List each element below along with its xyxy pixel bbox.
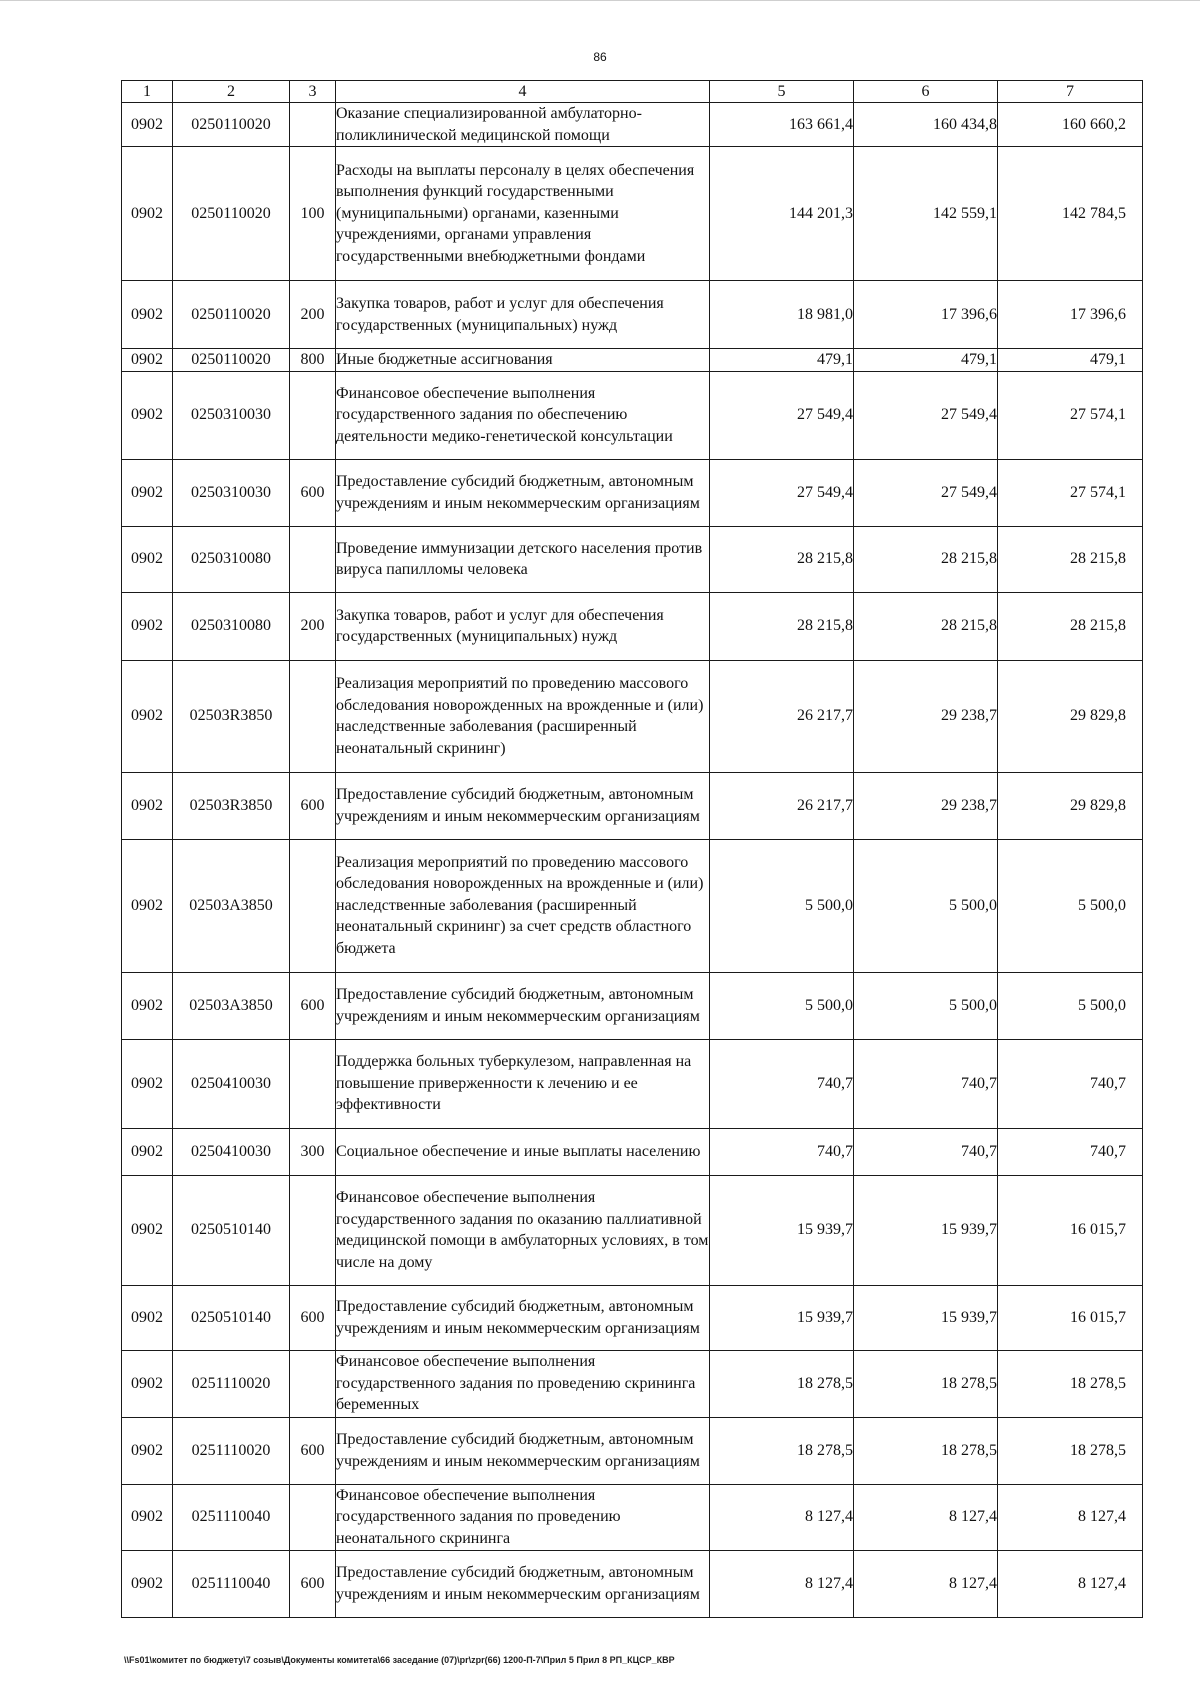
amount-col7-cell: 16 015,7 <box>998 1175 1143 1285</box>
amount-col6-cell: 160 434,8 <box>854 103 998 147</box>
expense-type-cell <box>290 526 336 592</box>
item-name-cell: Предоставление субсидий бюджетным, автономным учреждениям и иным некоммерческим организациям <box>336 1550 710 1617</box>
amount-col7-cell: 160 660,2 <box>998 103 1143 147</box>
target-article-cell: 02503R3850 <box>173 772 290 839</box>
amount-col6-cell: 740,7 <box>854 1039 998 1128</box>
section-code-cell: 0902 <box>122 592 173 660</box>
item-name-cell: Предоставление субсидий бюджетным, автономным учреждениям и иным некоммерческим организациям <box>336 459 710 526</box>
amount-col7-cell: 8 127,4 <box>998 1484 1143 1550</box>
amount-col6-cell: 18 278,5 <box>854 1417 998 1484</box>
amount-col6-cell: 27 549,4 <box>854 371 998 459</box>
expense-type-cell: 200 <box>290 592 336 660</box>
amount-col7-cell: 479,1 <box>998 349 1143 372</box>
expense-type-cell <box>290 839 336 972</box>
section-code-cell: 0902 <box>122 1484 173 1550</box>
target-article-cell: 0250110020 <box>173 103 290 147</box>
amount-col7-cell: 18 278,5 <box>998 1417 1143 1484</box>
table-row <box>122 1285 1143 1350</box>
target-article-cell: 0250410030 <box>173 1128 290 1175</box>
amount-col5-cell: 15 939,7 <box>710 1285 854 1350</box>
amount-col7-cell: 8 127,4 <box>998 1550 1143 1617</box>
table-row <box>122 772 1143 839</box>
section-code-cell: 0902 <box>122 1039 173 1128</box>
amount-col7-cell: 5 500,0 <box>998 972 1143 1039</box>
amount-col7-cell: 142 784,5 <box>998 147 1143 281</box>
amount-col7-cell: 740,7 <box>998 1128 1143 1175</box>
scan-edge <box>0 0 1200 4</box>
expense-type-cell: 200 <box>290 281 336 349</box>
item-name-cell: Закупка товаров, работ и услуг для обеспечения государственных (муниципальных) нужд <box>336 281 710 349</box>
target-article-cell: 0250110020 <box>173 349 290 372</box>
table-row <box>122 281 1143 349</box>
amount-col6-cell: 5 500,0 <box>854 972 998 1039</box>
item-name-cell: Предоставление субсидий бюджетным, автономным учреждениям и иным некоммерческим организациям <box>336 772 710 839</box>
amount-col5-cell: 28 215,8 <box>710 592 854 660</box>
table-row <box>122 660 1143 772</box>
amount-col6-cell: 479,1 <box>854 349 998 372</box>
section-code-cell: 0902 <box>122 371 173 459</box>
item-name-cell: Проведение иммунизации детского населения против вируса папилломы человека <box>336 526 710 592</box>
table-row <box>122 1039 1143 1128</box>
amount-col5-cell: 144 201,3 <box>710 147 854 281</box>
item-name-cell: Финансовое обеспечение выполнения государственного задания по обеспечению деятельности медико-генетической консультации <box>336 371 710 459</box>
amount-col5-cell: 18 278,5 <box>710 1350 854 1417</box>
column-header: 1 <box>122 81 173 103</box>
table-row <box>122 592 1143 660</box>
section-code-cell: 0902 <box>122 103 173 147</box>
item-name-cell: Закупка товаров, работ и услуг для обеспечения государственных (муниципальных) нужд <box>336 592 710 660</box>
table-row <box>122 839 1143 972</box>
amount-col6-cell: 5 500,0 <box>854 839 998 972</box>
table-row <box>122 1350 1143 1417</box>
section-code-cell: 0902 <box>122 147 173 281</box>
section-code-cell: 0902 <box>122 349 173 372</box>
amount-col6-cell: 15 939,7 <box>854 1175 998 1285</box>
amount-col5-cell: 8 127,4 <box>710 1550 854 1617</box>
amount-col5-cell: 18 278,5 <box>710 1417 854 1484</box>
table-row <box>122 459 1143 526</box>
target-article-cell: 0250310030 <box>173 371 290 459</box>
amount-col7-cell: 740,7 <box>998 1039 1143 1128</box>
amount-col5-cell: 163 661,4 <box>710 103 854 147</box>
column-header: 7 <box>998 81 1143 103</box>
table-row <box>122 1128 1143 1175</box>
table-row <box>122 1484 1143 1550</box>
amount-col6-cell: 28 215,8 <box>854 526 998 592</box>
target-article-cell: 0250110020 <box>173 147 290 281</box>
amount-col6-cell: 740,7 <box>854 1128 998 1175</box>
item-name-cell: Иные бюджетные ассигнования <box>336 349 710 372</box>
section-code-cell: 0902 <box>122 1128 173 1175</box>
target-article-cell: 0250310030 <box>173 459 290 526</box>
column-header: 2 <box>173 81 290 103</box>
target-article-cell: 02503A3850 <box>173 839 290 972</box>
section-code-cell: 0902 <box>122 1417 173 1484</box>
amount-col6-cell: 28 215,8 <box>854 592 998 660</box>
amount-col5-cell: 740,7 <box>710 1039 854 1128</box>
amount-col5-cell: 5 500,0 <box>710 972 854 1039</box>
table-row <box>122 1550 1143 1617</box>
expense-type-cell: 600 <box>290 1285 336 1350</box>
item-name-cell: Финансовое обеспечение выполнения государственного задания по оказанию паллиативной медицинской помощи в амбулаторных условиях, в том числе на дому <box>336 1175 710 1285</box>
expense-type-cell: 600 <box>290 1417 336 1484</box>
footer-file-path: \\Fs01\комитет по бюджету\7 созыв\Документы комитета\66 заседание (07)\pr\zpr(66) 1200-П-7\Прил 5 Прил 8 РП_КЦСР_КВР <box>124 1655 675 1665</box>
table-row <box>122 371 1143 459</box>
item-name-cell: Предоставление субсидий бюджетным, автономным учреждениям и иным некоммерческим организациям <box>336 1285 710 1350</box>
item-name-cell: Социальное обеспечение и иные выплаты населению <box>336 1128 710 1175</box>
section-code-cell: 0902 <box>122 281 173 349</box>
table-row <box>122 1175 1143 1285</box>
amount-col6-cell: 29 238,7 <box>854 660 998 772</box>
target-article-cell: 0250510140 <box>173 1285 290 1350</box>
expense-type-cell: 100 <box>290 147 336 281</box>
amount-col7-cell: 29 829,8 <box>998 660 1143 772</box>
target-article-cell: 0251110040 <box>173 1550 290 1617</box>
table-row <box>122 526 1143 592</box>
expense-type-cell: 600 <box>290 1550 336 1617</box>
amount-col5-cell: 26 217,7 <box>710 772 854 839</box>
amount-col6-cell: 8 127,4 <box>854 1484 998 1550</box>
amount-col6-cell: 18 278,5 <box>854 1350 998 1417</box>
expense-type-cell: 600 <box>290 972 336 1039</box>
expense-type-cell <box>290 1484 336 1550</box>
amount-col5-cell: 15 939,7 <box>710 1175 854 1285</box>
expense-type-cell <box>290 1175 336 1285</box>
amount-col5-cell: 18 981,0 <box>710 281 854 349</box>
amount-col7-cell: 28 215,8 <box>998 592 1143 660</box>
amount-col7-cell: 16 015,7 <box>998 1285 1143 1350</box>
target-article-cell: 0250310080 <box>173 592 290 660</box>
target-article-cell: 02503A3850 <box>173 972 290 1039</box>
item-name-cell: Предоставление субсидий бюджетным, автономным учреждениям и иным некоммерческим организациям <box>336 1417 710 1484</box>
section-code-cell: 0902 <box>122 1175 173 1285</box>
expense-type-cell <box>290 1039 336 1128</box>
expense-type-cell <box>290 103 336 147</box>
amount-col6-cell: 15 939,7 <box>854 1285 998 1350</box>
amount-col5-cell: 740,7 <box>710 1128 854 1175</box>
target-article-cell: 0251110020 <box>173 1350 290 1417</box>
amount-col5-cell: 479,1 <box>710 349 854 372</box>
amount-col5-cell: 8 127,4 <box>710 1484 854 1550</box>
amount-col7-cell: 5 500,0 <box>998 839 1143 972</box>
item-name-cell: Расходы на выплаты персоналу в целях обеспечения выполнения функций государственными (муниципальными) органами, казенными учреждениями, органами управления государственными внебюджетными фондами <box>336 147 710 281</box>
target-article-cell: 0250110020 <box>173 281 290 349</box>
column-number-row <box>122 81 1143 103</box>
table-row <box>122 103 1143 147</box>
table-row <box>122 972 1143 1039</box>
item-name-cell: Оказание специализированной амбулаторно-поликлинической медицинской помощи <box>336 103 710 147</box>
section-code-cell: 0902 <box>122 459 173 526</box>
expense-type-cell <box>290 1350 336 1417</box>
target-article-cell: 0251110040 <box>173 1484 290 1550</box>
target-article-cell: 0251110020 <box>173 1417 290 1484</box>
expense-type-cell: 300 <box>290 1128 336 1175</box>
amount-col5-cell: 26 217,7 <box>710 660 854 772</box>
amount-col5-cell: 27 549,4 <box>710 371 854 459</box>
table-row <box>122 147 1143 281</box>
amount-col7-cell: 28 215,8 <box>998 526 1143 592</box>
section-code-cell: 0902 <box>122 772 173 839</box>
target-article-cell: 02503R3850 <box>173 660 290 772</box>
item-name-cell: Реализация мероприятий по проведению массового обследования новорожденных на врожденные и (или) наследственные заболевания (расширенный неонатальный скрининг) <box>336 660 710 772</box>
column-header: 4 <box>336 81 710 103</box>
table-row <box>122 1417 1143 1484</box>
expense-type-cell: 800 <box>290 349 336 372</box>
target-article-cell: 0250310080 <box>173 526 290 592</box>
budget-table <box>121 80 1143 1618</box>
amount-col5-cell: 27 549,4 <box>710 459 854 526</box>
amount-col7-cell: 27 574,1 <box>998 459 1143 526</box>
section-code-cell: 0902 <box>122 1350 173 1417</box>
item-name-cell: Реализация мероприятий по проведению массового обследования новорожденных на врожденные и (или) наследственные заболевания (расширенный неонатальный скрининг) за счет средств областного бюджета <box>336 839 710 972</box>
item-name-cell: Поддержка больных туберкулезом, направленная на повышение приверженности к лечению и ее эффективности <box>336 1039 710 1128</box>
section-code-cell: 0902 <box>122 1285 173 1350</box>
amount-col5-cell: 5 500,0 <box>710 839 854 972</box>
amount-col6-cell: 142 559,1 <box>854 147 998 281</box>
amount-col7-cell: 29 829,8 <box>998 772 1143 839</box>
expense-type-cell <box>290 660 336 772</box>
table-row <box>122 349 1143 372</box>
amount-col6-cell: 27 549,4 <box>854 459 998 526</box>
expense-type-cell: 600 <box>290 772 336 839</box>
section-code-cell: 0902 <box>122 526 173 592</box>
column-header: 5 <box>710 81 854 103</box>
section-code-cell: 0902 <box>122 660 173 772</box>
target-article-cell: 0250410030 <box>173 1039 290 1128</box>
column-header: 6 <box>854 81 998 103</box>
target-article-cell: 0250510140 <box>173 1175 290 1285</box>
amount-col6-cell: 17 396,6 <box>854 281 998 349</box>
item-name-cell: Финансовое обеспечение выполнения государственного задания по проведению неонатального скрининга <box>336 1484 710 1550</box>
amount-col7-cell: 17 396,6 <box>998 281 1143 349</box>
item-name-cell: Финансовое обеспечение выполнения государственного задания по проведению скрининга беременных <box>336 1350 710 1417</box>
section-code-cell: 0902 <box>122 839 173 972</box>
page-number: 86 <box>593 50 607 64</box>
amount-col6-cell: 29 238,7 <box>854 772 998 839</box>
item-name-cell: Предоставление субсидий бюджетным, автономным учреждениям и иным некоммерческим организациям <box>336 972 710 1039</box>
expense-type-cell: 600 <box>290 459 336 526</box>
column-header: 3 <box>290 81 336 103</box>
amount-col7-cell: 27 574,1 <box>998 371 1143 459</box>
amount-col6-cell: 8 127,4 <box>854 1550 998 1617</box>
section-code-cell: 0902 <box>122 972 173 1039</box>
amount-col5-cell: 28 215,8 <box>710 526 854 592</box>
amount-col7-cell: 18 278,5 <box>998 1350 1143 1417</box>
expense-type-cell <box>290 371 336 459</box>
section-code-cell: 0902 <box>122 1550 173 1617</box>
